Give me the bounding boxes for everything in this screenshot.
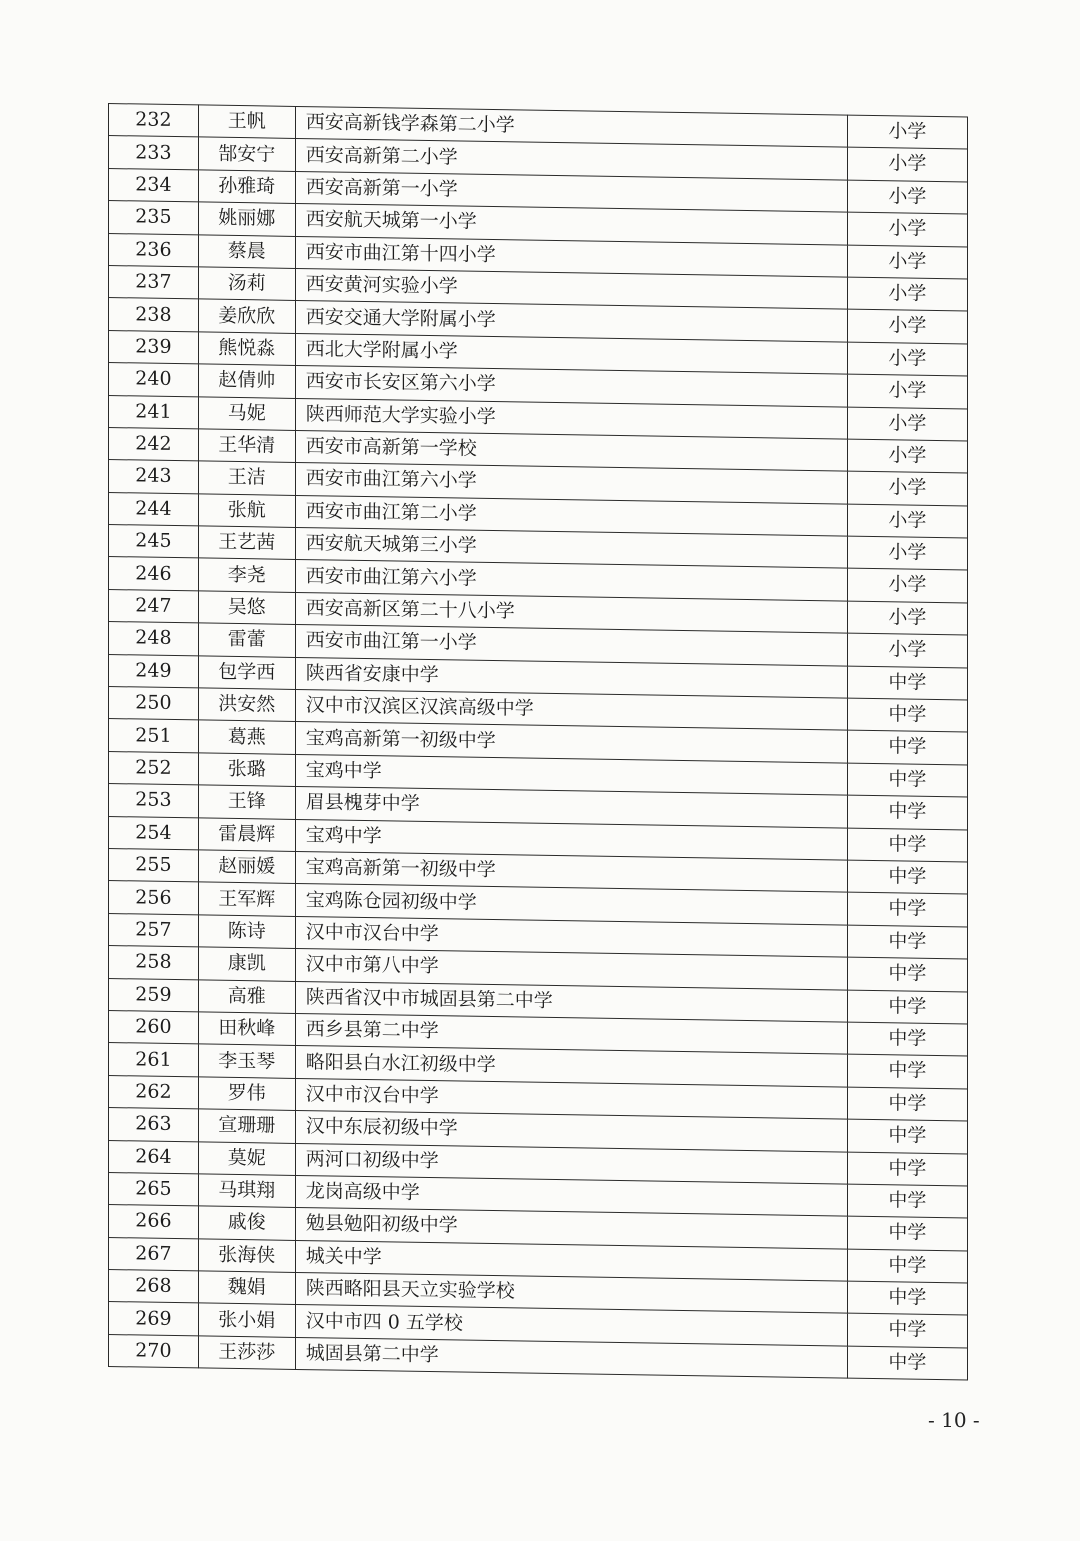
- school-name: 略阳县白水江初级中学: [295, 1046, 847, 1087]
- row-number: 248: [109, 622, 199, 656]
- school-level: 小学: [847, 342, 967, 376]
- row-number: 254: [109, 816, 199, 850]
- row-number: 261: [109, 1043, 199, 1077]
- school-name: 西安黄河实验小学: [295, 268, 847, 309]
- school-level: 小学: [847, 569, 967, 603]
- teacher-name: 包学西: [198, 656, 295, 690]
- row-number: 267: [109, 1237, 199, 1271]
- school-level: 中学: [847, 698, 967, 732]
- teacher-name: 王洁: [198, 461, 295, 495]
- school-level: 中学: [847, 1054, 967, 1088]
- school-name: 汉中市汉滨区汉滨高级中学: [295, 689, 847, 730]
- school-name: 城固县第二中学: [295, 1337, 847, 1378]
- school-level: 小学: [847, 180, 967, 214]
- school-name: 宝鸡中学: [295, 819, 847, 860]
- teacher-name: 李尧: [198, 558, 295, 592]
- roster-table: [108, 103, 968, 1381]
- row-number: 234: [109, 168, 199, 202]
- school-name: 两河口初级中学: [295, 1143, 847, 1184]
- school-level: 小学: [847, 439, 967, 473]
- school-level: 小学: [847, 471, 967, 505]
- teacher-name: 王军辉: [198, 882, 295, 916]
- row-number: 239: [109, 330, 199, 364]
- teacher-name: 雷蕾: [198, 623, 295, 657]
- school-name: 汉中市四 0 五学校: [295, 1305, 847, 1346]
- teacher-name: 王艺茜: [198, 526, 295, 560]
- school-name: 西安市长安区第六小学: [295, 366, 847, 407]
- school-name: 西安市曲江第六小学: [295, 560, 847, 601]
- teacher-name: 魏娟: [198, 1271, 295, 1305]
- row-number: 245: [109, 525, 199, 559]
- row-number: 235: [109, 201, 199, 235]
- school-level: 中学: [847, 795, 967, 829]
- teacher-name: 姜欣欣: [198, 299, 295, 333]
- teacher-name: 田秋峰: [198, 1012, 295, 1046]
- school-level: 小学: [847, 245, 967, 279]
- school-name: 汉中市汉台中学: [295, 1078, 847, 1119]
- school-level: 中学: [847, 1249, 967, 1283]
- teacher-name: 王莎莎: [198, 1336, 295, 1370]
- school-level: 中学: [847, 1216, 967, 1250]
- teacher-name: 葛燕: [198, 720, 295, 754]
- school-name: 西安高新第二小学: [295, 139, 847, 180]
- roster-table-body: [109, 104, 968, 1381]
- school-level: 中学: [847, 1022, 967, 1056]
- teacher-name: 马琪翔: [198, 1174, 295, 1208]
- school-level: 小学: [847, 601, 967, 635]
- teacher-name: 张航: [198, 494, 295, 528]
- row-number: 252: [109, 751, 199, 785]
- school-name: 西安航天城第一小学: [295, 204, 847, 245]
- school-level: 中学: [847, 892, 967, 926]
- teacher-name: 洪安然: [198, 688, 295, 722]
- roster-sheet: [108, 103, 968, 1381]
- teacher-name: 张海侠: [198, 1239, 295, 1273]
- school-level: 中学: [847, 828, 967, 862]
- school-name: 陕西师范大学实验小学: [295, 398, 847, 439]
- row-number: 270: [109, 1334, 199, 1368]
- school-level: 小学: [847, 374, 967, 408]
- school-level: 中学: [847, 1346, 967, 1380]
- row-number: 232: [109, 104, 199, 138]
- row-number: 269: [109, 1302, 199, 1336]
- school-name: 宝鸡高新第一初级中学: [295, 722, 847, 763]
- row-number: 242: [109, 427, 199, 461]
- school-level: 小学: [847, 633, 967, 667]
- row-number: 257: [109, 913, 199, 947]
- school-name: 西北大学附属小学: [295, 333, 847, 374]
- row-number: 247: [109, 589, 199, 623]
- school-level: 中学: [847, 731, 967, 765]
- teacher-name: 姚丽娜: [198, 202, 295, 236]
- row-number: 260: [109, 1010, 199, 1044]
- teacher-name: 郜安宁: [198, 137, 295, 171]
- school-name: 宝鸡高新第一初级中学: [295, 851, 847, 892]
- school-name: 西安航天城第三小学: [295, 528, 847, 569]
- row-number: 263: [109, 1108, 199, 1142]
- teacher-name: 赵丽媛: [198, 850, 295, 884]
- row-number: 251: [109, 719, 199, 753]
- page-number: - 10 -: [928, 1408, 980, 1432]
- row-number: 264: [109, 1140, 199, 1174]
- teacher-name: 蔡晨: [198, 234, 295, 268]
- school-level: 小学: [847, 148, 967, 182]
- school-level: 中学: [847, 1314, 967, 1348]
- school-name: 西安高新钱学森第二小学: [295, 106, 847, 147]
- row-number: 265: [109, 1172, 199, 1206]
- row-number: 266: [109, 1205, 199, 1239]
- row-number: 262: [109, 1075, 199, 1109]
- row-number: 250: [109, 687, 199, 721]
- school-name: 勉县勉阳初级中学: [295, 1208, 847, 1249]
- school-name: 城关中学: [295, 1240, 847, 1281]
- row-number: 240: [109, 363, 199, 397]
- school-name: 西安市曲江第一小学: [295, 625, 847, 666]
- teacher-name: 王帆: [198, 105, 295, 139]
- school-level: 中学: [847, 990, 967, 1024]
- school-name: 陕西省安康中学: [295, 657, 847, 698]
- row-number: 243: [109, 460, 199, 494]
- school-level: 中学: [847, 1119, 967, 1153]
- school-name: 汉中东辰初级中学: [295, 1111, 847, 1152]
- teacher-name: 熊悦淼: [198, 332, 295, 366]
- school-level: 中学: [847, 1152, 967, 1186]
- school-name: 西乡县第二中学: [295, 1013, 847, 1054]
- school-name: 宝鸡中学: [295, 754, 847, 795]
- school-level: 中学: [847, 763, 967, 797]
- school-level: 中学: [847, 925, 967, 959]
- school-name: 陕西略阳县天立实验学校: [295, 1273, 847, 1314]
- teacher-name: 陈诗: [198, 915, 295, 949]
- teacher-name: 马妮: [198, 396, 295, 430]
- row-number: 268: [109, 1270, 199, 1304]
- teacher-name: 汤莉: [198, 267, 295, 301]
- school-name: 陕西省汉中市城固县第二中学: [295, 981, 847, 1022]
- teacher-name: 高雅: [198, 979, 295, 1013]
- school-level: 中学: [847, 1087, 967, 1121]
- school-name: 西安市高新第一学校: [295, 430, 847, 471]
- school-level: 中学: [847, 1281, 967, 1315]
- teacher-name: 李玉琴: [198, 1044, 295, 1078]
- teacher-name: 吴悠: [198, 591, 295, 625]
- school-name: 眉县槐芽中学: [295, 787, 847, 828]
- teacher-name: 康凯: [198, 947, 295, 981]
- row-number: 236: [109, 233, 199, 267]
- row-number: 253: [109, 784, 199, 818]
- teacher-name: 张璐: [198, 753, 295, 787]
- teacher-name: 雷晨辉: [198, 818, 295, 852]
- row-number: 246: [109, 557, 199, 591]
- school-name: 西安交通大学附属小学: [295, 301, 847, 342]
- school-name: 西安高新第一小学: [295, 171, 847, 212]
- teacher-name: 戚俊: [198, 1206, 295, 1240]
- school-name: 汉中市第八中学: [295, 949, 847, 990]
- row-number: 241: [109, 395, 199, 429]
- school-name: 西安市曲江第十四小学: [295, 236, 847, 277]
- row-number: 255: [109, 848, 199, 882]
- teacher-name: 罗伟: [198, 1077, 295, 1111]
- row-number: 237: [109, 265, 199, 299]
- teacher-name: 王华清: [198, 429, 295, 463]
- teacher-name: 赵倩帅: [198, 364, 295, 398]
- school-name: 汉中市汉台中学: [295, 916, 847, 957]
- school-level: 中学: [847, 666, 967, 700]
- teacher-name: 宣珊珊: [198, 1109, 295, 1143]
- school-level: 小学: [847, 504, 967, 538]
- school-level: 中学: [847, 1184, 967, 1218]
- school-level: 小学: [847, 407, 967, 441]
- teacher-name: 王锋: [198, 785, 295, 819]
- school-name: 宝鸡陈仓园初级中学: [295, 884, 847, 925]
- row-number: 259: [109, 978, 199, 1012]
- school-level: 中学: [847, 860, 967, 894]
- school-level: 小学: [847, 309, 967, 343]
- teacher-name: 张小娟: [198, 1303, 295, 1337]
- row-number: 256: [109, 881, 199, 915]
- school-level: 小学: [847, 212, 967, 246]
- school-name: 西安市曲江第二小学: [295, 495, 847, 536]
- school-name: 西安市曲江第六小学: [295, 463, 847, 504]
- school-name: 西安高新区第二十八小学: [295, 592, 847, 633]
- teacher-name: 莫妮: [198, 1141, 295, 1175]
- row-number: 233: [109, 136, 199, 170]
- school-level: 小学: [847, 536, 967, 570]
- row-number: 238: [109, 298, 199, 332]
- school-level: 中学: [847, 957, 967, 991]
- teacher-name: 孙雅琦: [198, 170, 295, 204]
- row-number: 244: [109, 492, 199, 526]
- school-level: 小学: [847, 115, 967, 149]
- school-name: 龙岗高级中学: [295, 1175, 847, 1216]
- school-level: 小学: [847, 277, 967, 311]
- row-number: 258: [109, 946, 199, 980]
- row-number: 249: [109, 654, 199, 688]
